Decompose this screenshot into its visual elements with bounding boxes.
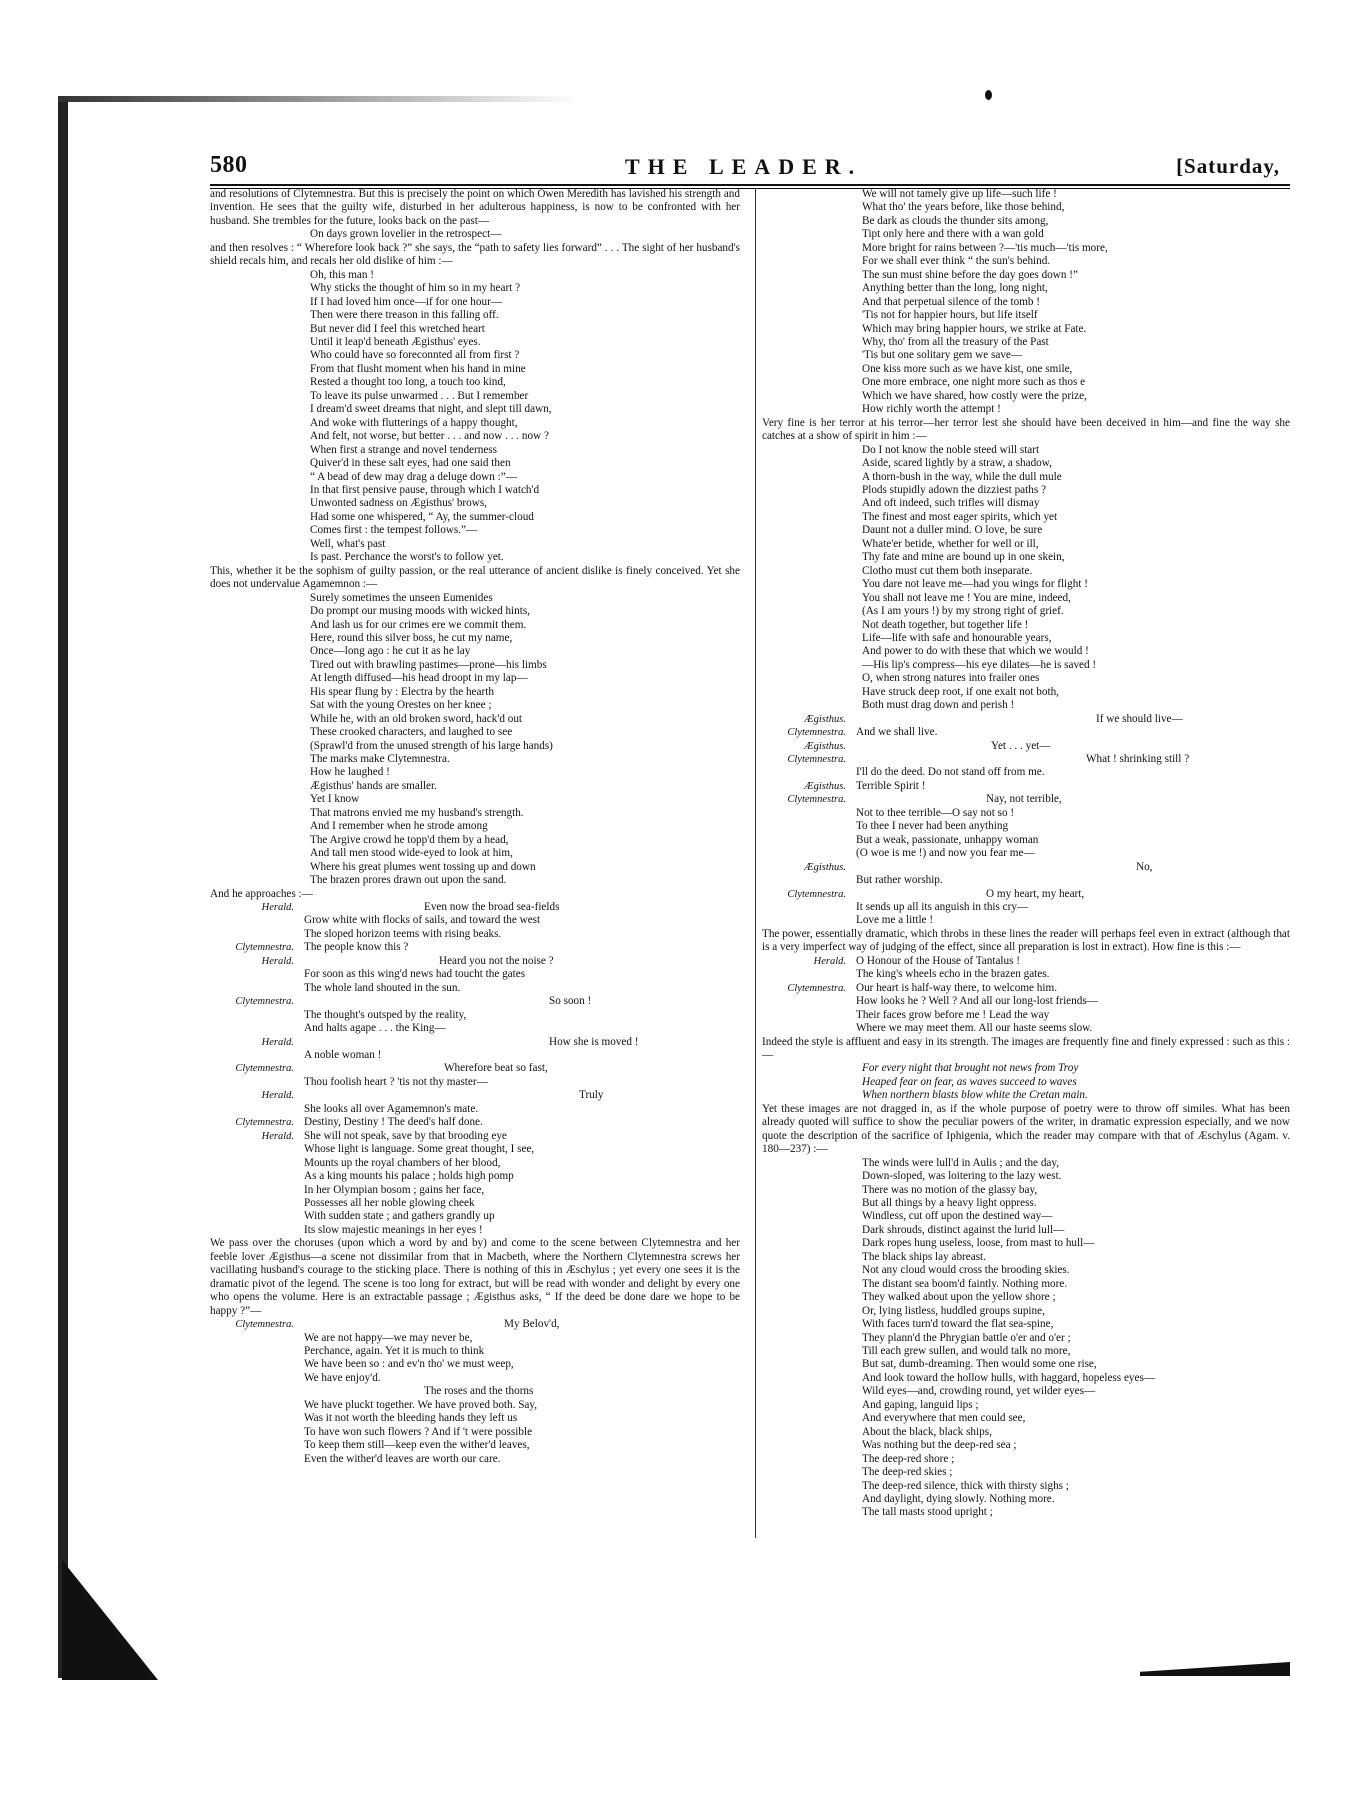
verse-line: Anything better than the long, long night, <box>862 282 1048 295</box>
verse-line: The deep-red silence, thick with thirsty sighs ; <box>862 1479 1069 1492</box>
speaker-name: Herald. <box>261 955 294 967</box>
verse-line: The deep-red skies ; <box>862 1466 953 1479</box>
dialogue-text: If we should live— <box>1096 712 1183 725</box>
verse-line: Dark ropes hung useless, loose, from mast to hull— <box>862 1237 1095 1250</box>
dialogue-text: As a king mounts his palace ; holds high pomp <box>304 1170 514 1183</box>
verse-line: How richly worth the attempt ! <box>862 403 1001 416</box>
verse-line: 'Tis but one solitary gem we save— <box>862 349 1023 362</box>
dialogue-text: Where we may meet them. All our haste seems slow. <box>856 1022 1093 1035</box>
dialogue-line <box>762 901 1290 914</box>
verse-line: Unwonted sadness on Ægisthus' brows, <box>310 497 487 510</box>
paper-title: THE LEADER. <box>625 154 863 179</box>
verse-line: From that flusht moment when his hand in mine <box>310 362 526 375</box>
verse-line: Not any cloud would cross the brooding skies. <box>862 1264 1070 1277</box>
verse-line: Surely sometimes the unseen Eumenides <box>310 591 493 604</box>
verse-line: Do I not know the noble steed will start <box>862 443 1040 456</box>
verse-line: To leave its pulse unwarmed . . . But I remember <box>310 389 529 402</box>
dialogue-line <box>762 874 1290 887</box>
verse-line: The Argive crowd he topp'd them by a head, <box>310 833 509 846</box>
dialogue-text: Yet . . . yet— <box>991 739 1051 752</box>
verse-line: Dark shrouds, distinct against the lurid lull— <box>862 1223 1065 1236</box>
dialogue-line <box>210 1049 740 1062</box>
verse-line: At length diffused—his head droopt in my lap— <box>310 672 528 685</box>
speaker-name: Clytemnestra. <box>787 888 846 900</box>
dialogue-line <box>762 995 1290 1008</box>
dialogue-text: It sends up all its anguish in this cry— <box>856 901 1029 914</box>
dialogue-line <box>210 995 740 1008</box>
speaker-name: Herald. <box>813 955 846 967</box>
verse-line: The marks make Clytemnestra. <box>310 753 450 766</box>
verse-block <box>210 228 740 241</box>
dialogue-line <box>762 726 1290 739</box>
dialogue-text: With sudden state ; and gathers grandly up <box>304 1210 495 1223</box>
dialogue-text: How she is moved ! <box>549 1035 639 1048</box>
verse-line: Whate'er betide, whether for well or ill, <box>862 537 1039 550</box>
dialogue-line <box>210 1157 740 1170</box>
verse-line: Where his great plumes went tossing up and down <box>310 860 536 873</box>
verse-block <box>762 1157 1290 1520</box>
verse-line: Till each grew sullen, and would talk no more, <box>862 1344 1071 1357</box>
dialogue-text: To thee I never had been anything <box>856 820 1009 833</box>
page-top-edge-shadow <box>58 96 578 102</box>
verse-line: And power to do with these that which we would ! <box>862 645 1089 658</box>
dialogue-text: Destiny, Destiny ! The deed's half done. <box>304 1116 483 1129</box>
verse-line: They plann'd the Phrygian battle o'er and o'er ; <box>862 1331 1071 1344</box>
dialogue-text: Even the wither'd leaves are worth our care. <box>304 1452 501 1465</box>
verse-line: In that first pensive pause, through which I watch'd <box>310 483 540 496</box>
verse-line: You dare not leave me—had you wings for flight ! <box>862 578 1088 591</box>
verse-line: But sat, dumb-dreaming. Then would some one rise, <box>862 1358 1097 1371</box>
dialogue-line <box>210 1170 740 1183</box>
dialogue-text: And halts agape . . . the King— <box>304 1022 446 1035</box>
verse-line: When northern blasts blow white the Cretan main. <box>862 1089 1088 1102</box>
speaker-name: Clytemnestra. <box>235 1319 294 1331</box>
verse-line: Sat with the young Orestes on her knee ; <box>310 699 492 712</box>
verse-line: O, when strong natures into frailer ones <box>862 672 1040 685</box>
verse-line: Life—life with safe and honourable years, <box>862 631 1052 644</box>
dialogue-line <box>210 1372 740 1385</box>
dialogue-text: We are not happy—we may never be, <box>304 1331 473 1344</box>
dialogue-text: Possesses all her noble glowing cheek <box>304 1196 475 1209</box>
dialogue-line <box>210 1009 740 1022</box>
speaker-name: Herald. <box>261 1036 294 1048</box>
dialogue-text: How looks he ? Well ? And all our long-lost friends— <box>856 995 1098 1008</box>
dialogue-text: Terrible Spirit ! <box>856 779 926 792</box>
verse-line: They walked about upon the yellow shore ; <box>862 1291 1056 1304</box>
speaker-name: Clytemnestra. <box>787 794 846 806</box>
verse-line: Why, tho' from all the treasury of the Past <box>862 335 1049 348</box>
verse-line: His spear flung by : Electra by the hearth <box>310 685 494 698</box>
dialogue-line <box>762 807 1290 820</box>
dialogue-text: Wherefore beat so fast, <box>444 1062 548 1075</box>
verse-line: But all things by a heavy light oppress. <box>862 1196 1037 1209</box>
speaker-name: Ægisthus. <box>804 861 846 873</box>
verse-line: Why sticks the thought of him so in my heart ? <box>310 282 521 295</box>
verse-line: When first a strange and novel tenderness <box>310 443 498 456</box>
verse-line: Do prompt our musing moods with wicked hints, <box>310 605 531 618</box>
dialogue-text: The people know this ? <box>304 941 409 954</box>
speaker-name: Clytemnestra. <box>787 754 846 766</box>
verse-line: For every night that brought not news from Troy <box>862 1062 1079 1075</box>
dialogue-line <box>762 780 1290 793</box>
speaker-name: Herald. <box>261 902 294 914</box>
dialogue-line <box>210 1385 740 1398</box>
verse-line: Be dark as clouds the thunder sits among, <box>862 214 1049 227</box>
dialogue-line <box>762 888 1290 901</box>
verse-line: How he laughed ! <box>310 766 390 779</box>
verse-line: Comes first : the tempest follows.”— <box>310 524 478 537</box>
verse-line: About the black, black ships, <box>862 1425 992 1438</box>
dialogue-text: Mounts up the royal chambers of her blood, <box>304 1156 501 1169</box>
verse-line: “ A bead of dew may drag a deluge down :”— <box>310 470 517 483</box>
verse-line: The distant sea boom'd faintly. Nothing more. <box>862 1277 1068 1290</box>
speaker-name: Clytemnestra. <box>787 727 846 739</box>
dialogue-line <box>210 1022 740 1035</box>
dialogue-text: But a weak, passionate, unhappy woman <box>856 833 1039 846</box>
dialogue-text: We have enjoy'd. <box>304 1371 381 1384</box>
verse-line: Quiver'd in these salt eyes, had one said then <box>310 457 511 470</box>
verse-line: Which may bring happier hours, we strike at Fate. <box>862 322 1087 335</box>
verse-line: Then were there treason in this falling off. <box>310 309 499 322</box>
verse-line: Tipt only here and there with a wan gold <box>862 228 1044 241</box>
day-label: [Saturday, <box>1176 154 1280 178</box>
page-left-edge-shadow <box>58 96 68 1678</box>
dialogue-text: Was it not worth the bleeding hands they left us <box>304 1412 518 1425</box>
verse-line: Once—long ago : he cut it as he lay <box>310 645 471 658</box>
verse-line: And I remember when he strode among <box>310 820 488 833</box>
dialogue-text: She will not speak, save by that brooding eye <box>304 1129 507 1142</box>
verse-line: And daylight, dying slowly. Nothing more. <box>862 1492 1055 1505</box>
dialogue-line <box>210 1036 740 1049</box>
dialogue-text: (O woe is me !) and now you fear me— <box>856 847 1035 860</box>
dialogue-line <box>210 1062 740 1075</box>
dialogue-text: Truly <box>579 1089 604 1102</box>
dialogue-line <box>210 1197 740 1210</box>
verse-line: We will not tamely give up life—such life ! <box>862 188 1057 200</box>
paragraph: and then resolves : “ Wherefore look back ?” she says, the “path to safety lies forward” . . . The sight of her husband's shield recals him, and recals her old dislike of him :— <box>210 241 740 268</box>
speaker-name: Clytemnestra. <box>235 996 294 1008</box>
verse-line: The tall masts stood upright ; <box>862 1506 993 1519</box>
paragraph: and resolutions of Clytemnestra. But this is precisely the point on which Owen Meredith has lavished his strength and invention. He sees that the guilty wife, disturbed in her adulterous happiness, is now to be confronted with her husband. She trembles for the future, looks back on the past— <box>210 188 740 227</box>
verse-line: Clotho must cut them both inseparate. <box>862 564 1033 577</box>
verse-line: Yet I know <box>310 793 360 806</box>
page-number: 580 <box>210 152 248 178</box>
dialogue-line <box>762 1009 1290 1022</box>
verse-line: And tall men stood wide-eyed to look at him, <box>310 847 513 860</box>
verse-line: One kiss more such as we have kist, one smile, <box>862 362 1073 375</box>
dialogue-text: O Honour of the House of Tantalus ! <box>856 954 1020 967</box>
verse-line: The black ships lay abreast. <box>862 1250 986 1263</box>
dialogue-line <box>210 901 740 914</box>
dialogue-text: Its slow majestic meanings in her eyes ! <box>304 1223 483 1236</box>
dialogue-line <box>762 753 1290 766</box>
dialogue-text: We have been so : and ev'n tho' we must weep, <box>304 1358 514 1371</box>
paragraph: This, whether it be the sophism of guilty passion, or the real utterance of ancient dislike is finely conceived. Yet she does not undervalue Agamemnon :— <box>210 564 740 591</box>
dialogue-line <box>210 1184 740 1197</box>
dialogue-line <box>762 1022 1290 1035</box>
verse-line: If I had loved him once—if for one hour— <box>310 295 502 308</box>
verse-line: Who could have so foreconnted all from first ? <box>310 349 520 362</box>
speaker-name: Clytemnestra. <box>235 1117 294 1129</box>
speaker-name: Herald. <box>261 1090 294 1102</box>
dialogue-line <box>210 1439 740 1452</box>
dialogue-line <box>210 1426 740 1439</box>
verse-line: And oft indeed, such trifles will dismay <box>862 497 1040 510</box>
verse-line: Not death together, but together life ! <box>862 618 1029 631</box>
verse-line: The brazen prores drawn out upon the sand. <box>310 874 507 887</box>
dialogue-text: Nay, not terrible, <box>986 793 1062 806</box>
verse-block <box>210 269 740 565</box>
paragraph: Indeed the style is affluent and easy in its strength. The images are frequently fine and finely expressed : such as this :— <box>762 1035 1290 1061</box>
dialogue-text: We have pluckt together. We have proved both. Say, <box>304 1398 538 1411</box>
dialogue-line <box>762 847 1290 860</box>
dialogue-line <box>210 968 740 981</box>
dialogue-line <box>210 955 740 968</box>
dialogue-text: My Belov'd, <box>504 1318 560 1331</box>
verse-line: There was no motion of the glassy bay, <box>862 1183 1038 1196</box>
verse-line: And that perpetual silence of the tomb ! <box>862 295 1041 308</box>
dialogue-line <box>210 941 740 954</box>
dialogue-line <box>210 1332 740 1345</box>
dialogue-line <box>762 914 1290 927</box>
dialogue-line <box>762 968 1290 981</box>
verse-line: With faces turn'd toward the flat sea-spine, <box>862 1318 1054 1331</box>
verse-line: These crooked characters, and laughed to see <box>310 726 513 739</box>
dialogue-line <box>762 982 1290 995</box>
dialogue-line <box>210 1076 740 1089</box>
right-column <box>762 188 1290 1520</box>
dialogue-text: What ! shrinking still ? <box>1086 753 1190 766</box>
speaker-name: Ægisthus. <box>804 713 846 725</box>
dialogue-line <box>210 1224 740 1237</box>
dialogue-text: Even now the broad sea-fields <box>424 901 560 914</box>
page-bottom-corner-shadow <box>62 1560 158 1680</box>
dialogue-text: To keep them still—keep even the wither'd leaves, <box>304 1439 530 1452</box>
dialogue-text: She looks all over Agamemnon's mate. <box>304 1102 479 1115</box>
speaker-name: Clytemnestra. <box>235 1063 294 1075</box>
verse-line: Windless, cut off upon the destined way— <box>862 1210 1053 1223</box>
dialogue-text: No, <box>1136 860 1153 873</box>
dialogue-text: I'll do the deed. Do not stand off from me. <box>856 766 1045 779</box>
verse-line: I dream'd sweet dreams that night, and slept till dawn, <box>310 403 552 416</box>
verse-line: More bright for rains between ?—'tis much—'tis more, <box>862 241 1108 254</box>
dialogue-text: The sloped horizon teems with rising beaks. <box>304 927 502 940</box>
dialogue-line <box>210 1130 740 1143</box>
dialogue-line <box>210 928 740 941</box>
paragraph: And he approaches :— <box>210 887 313 900</box>
verse-line: Heaped fear on fear, as waves succeed to waves <box>862 1075 1077 1088</box>
speaker-name: Ægisthus. <box>804 780 846 792</box>
dialogue-line <box>210 1089 740 1102</box>
dialogue-text: Their faces grow before me ! Lead the way <box>856 1008 1050 1021</box>
verse-line: While he, with an old broken sword, hack'd out <box>310 712 523 725</box>
dialogue-text: The whole land shouted in the sun. <box>304 981 461 994</box>
verse-line: Plods stupidly adown the dizziest paths ? <box>862 483 1046 496</box>
speaker-name: Clytemnestra. <box>235 942 294 954</box>
dialogue-text: Not to thee terrible—O say not so ! <box>856 806 1015 819</box>
dialogue-text: O my heart, my heart, <box>986 887 1085 900</box>
verse-line: And gaping, languid lips ; <box>862 1398 979 1411</box>
verse-line: Down-sloped, was loitering to the lazy west. <box>862 1170 1062 1183</box>
dialogue-text: Perchance, again. Yet it is much to think <box>304 1344 485 1357</box>
dialogue-text: Our heart is half-way there, to welcome him. <box>856 981 1057 994</box>
verse-line: Aside, scared lightly by a straw, a shadow, <box>862 457 1052 470</box>
dialogue-line <box>762 793 1290 806</box>
verse-line: The deep-red shore ; <box>862 1452 955 1465</box>
verse-line: That matrons envied me my husband's strength. <box>310 806 524 819</box>
dialogue-line <box>762 740 1290 753</box>
verse-line: —His lip's compress—his eye dilates—he is saved ! <box>862 658 1097 671</box>
verse-line: For we shall ever think “ the sun's behind. <box>862 255 1051 268</box>
verse-line: And felt, not worse, but better . . . and now . . . now ? <box>310 430 549 443</box>
dialogue-line <box>210 1358 740 1371</box>
scan-margin <box>0 0 66 1801</box>
verse-line: Tired out with brawling pastimes—prone—his limbs <box>310 658 547 671</box>
dialogue-block <box>210 901 740 1237</box>
dialogue-text: The thought's outsped by the reality, <box>304 1008 467 1021</box>
verse-line: Here, round this silver boss, he cut my name, <box>310 631 513 644</box>
verse-line: Oh, this man ! <box>310 268 375 281</box>
header-rule <box>210 184 1290 186</box>
masthead <box>210 150 1290 184</box>
verse-line: (Sprawl'd from the unused strength of his large hands) <box>310 739 553 752</box>
verse-line: 'Tis not for happier hours, but life itself <box>862 309 1038 322</box>
paragraph: Yet these images are not dragged in, as if the whole purpose of poetry were to throw off similes. What has been already quoted will suffice to show the peculiar powers of the writer, in dramatic expression especially, and we now quote the description of the sacrifice of Iphigenia, which the reader may compare with that of Æschylus (Agam. v. 180—237) :— <box>762 1102 1290 1156</box>
speaker-name: Clytemnestra. <box>787 982 846 994</box>
dialogue-text: So soon ! <box>549 995 592 1008</box>
dialogue-line <box>210 1345 740 1358</box>
column-divider <box>755 188 756 1538</box>
speaker-name: Herald. <box>261 1130 294 1142</box>
dialogue-line <box>210 1143 740 1156</box>
verse-line: Which we have shared, how costly were the prize, <box>862 389 1087 402</box>
verse-line: On days grown lovelier in the retrospect— <box>310 228 502 241</box>
verse-line: Or, lying listless, huddled groups supine, <box>862 1304 1045 1317</box>
verse-line: And look toward the hollow hulls, with haggard, hopeless eyes— <box>862 1371 1156 1384</box>
verse-line: What tho' the years before, like those behind, <box>862 201 1065 214</box>
paragraph: Very fine is her terror at his terror—her terror lest she should have been deceived in him—and fine the way she catches at a show of spirit in him :— <box>762 416 1290 443</box>
dialogue-line <box>210 914 740 927</box>
verse-line: You shall not leave me ! You are mine, indeed, <box>862 591 1071 604</box>
verse-line: Was nothing but the deep-red sea ; <box>862 1439 1017 1452</box>
verse-line: Have struck deep root, if one exalt not both, <box>862 685 1059 698</box>
verse-line: Well, what's past <box>310 537 386 550</box>
dialogue-text: The roses and the thorns <box>424 1385 534 1398</box>
verse-block <box>762 1062 1290 1102</box>
dialogue-text: In her Olympian bosom ; gains her face, <box>304 1183 485 1196</box>
dialogue-text: Thou foolish heart ? 'tis not thy master— <box>304 1075 488 1088</box>
verse-line: Both must drag down and perish ! <box>862 699 1015 712</box>
verse-block <box>762 188 1290 417</box>
verse-line: Had some one whispered, “ Ay, the summer-cloud <box>310 510 534 523</box>
verse-line: Wild eyes—and, crowding round, yet wilder eyes— <box>862 1385 1096 1398</box>
verse-line: And lash us for our crimes ere we commit them. <box>310 618 527 631</box>
verse-line: Daunt not a duller mind. O love, be sure <box>862 524 1043 537</box>
page-bottom-edge-shadow <box>1140 1662 1290 1676</box>
verse-line: Is past. Perchance the worst's to follow yet. <box>310 551 504 564</box>
verse-line: The winds were lull'd in Aulis ; and the day, <box>862 1156 1060 1169</box>
dialogue-line <box>210 1453 740 1466</box>
paragraph: The power, essentially dramatic, which throbs in these lines the reader will perhaps feel even in extract (although that is a very imperfect way of judging of the effect, since all preparation is lost in extract). How fine is this :— <box>762 927 1290 954</box>
dialogue-line <box>762 955 1290 968</box>
speaker-name: Ægisthus. <box>804 740 846 752</box>
dialogue-line <box>210 982 740 995</box>
verse-line: And everywhere that men could see, <box>862 1412 1026 1425</box>
dialogue-block <box>762 955 1290 1036</box>
left-column <box>210 188 740 1466</box>
dialogue-text: A noble woman ! <box>304 1049 382 1061</box>
dialogue-text: Love me a little ! <box>856 914 934 927</box>
verse-line: But never did I feel this wretched heart <box>310 322 485 335</box>
dialogue-text: And we shall live. <box>856 726 938 739</box>
dialogue-line <box>762 766 1290 779</box>
dialogue-line <box>210 1412 740 1425</box>
dialogue-text: Grow white with flocks of sails, and toward the west <box>304 914 541 927</box>
dialogue-block <box>210 1318 740 1466</box>
dialogue-text: The king's wheels echo in the brazen gates. <box>856 968 1050 981</box>
dialogue-block <box>762 713 1290 928</box>
dialogue-text: Heard you not the noise ? <box>439 954 554 967</box>
dialogue-line <box>762 713 1290 726</box>
verse-line: One more embrace, one night more such as thos e <box>862 376 1086 389</box>
ink-blot <box>985 90 992 100</box>
dialogue-line <box>762 820 1290 833</box>
verse-line: Rested a thought too long, a touch too kind, <box>310 376 506 389</box>
paragraph: We pass over the choruses (upon which a word by and by) and come to the scene between Clytemnestra and her feeble lover Ægisthus—a scene not dissimilar from that in Macbeth, where the Northern Clytemnestra screws her vacillating husband's courage to the sticking place. There is nothing of this in Æschylus ; yet every one sees it is the dramatic pivot of the legend. The scene is too long for extract, but will be read with wonder and delight by every one who opens the volume. Here is an extractable passage ; Ægisthus asks, “ If the deed be done dare we hope to be happy ?”— <box>210 1237 740 1317</box>
dialogue-line <box>210 1210 740 1223</box>
verse-line: The finest and most eager spirits, which yet <box>862 510 1058 523</box>
verse-line: Ægisthus' hands are smaller. <box>310 779 437 792</box>
verse-block <box>210 592 740 888</box>
dialogue-text: But rather worship. <box>856 874 943 887</box>
dialogue-line <box>210 1116 740 1129</box>
dialogue-text: Whose light is language. Some great thought, I see, <box>304 1143 535 1156</box>
dialogue-line <box>762 861 1290 874</box>
verse-line: Until it leap'd beneath Ægisthus' eyes. <box>310 335 481 348</box>
verse-block <box>762 444 1290 713</box>
dialogue-line <box>210 1103 740 1116</box>
dialogue-line <box>210 1318 740 1331</box>
dialogue-text: To have won such flowers ? And if 't were possible <box>304 1425 533 1438</box>
dialogue-line <box>210 1399 740 1412</box>
verse-line: (As I am yours !) by my strong right of grief. <box>862 605 1064 618</box>
verse-line: And woke with flutterings of a happy thought, <box>310 416 518 429</box>
verse-line: Thy fate and mine are bound up in one skein, <box>862 551 1065 564</box>
dialogue-text: For soon as this wing'd news had toucht the gates <box>304 968 526 981</box>
verse-line: The sun must shine before the day goes down !” <box>862 268 1078 281</box>
dialogue-line <box>762 834 1290 847</box>
verse-line: A thorn-bush in the way, while the dull mule <box>862 470 1062 483</box>
